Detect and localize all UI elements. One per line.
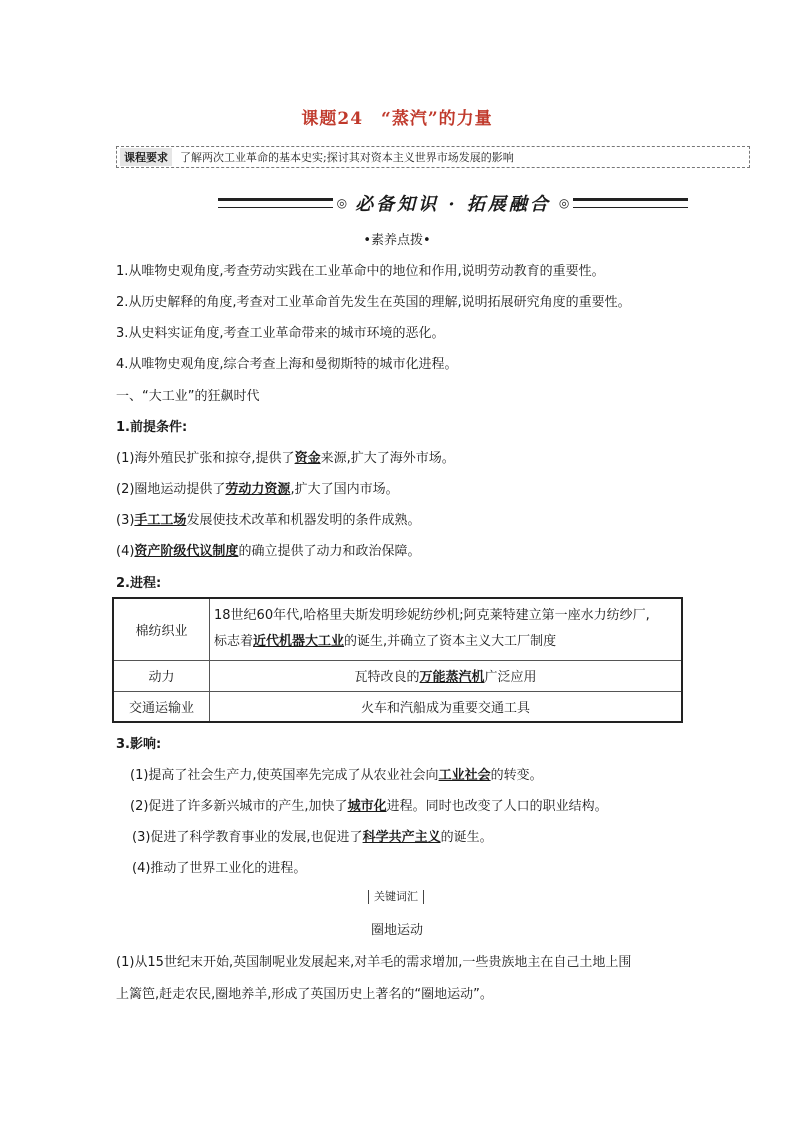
premise-item-text: ,扩大了国内市场。 xyxy=(290,482,399,497)
impact-item-text: (4)推动了世界工业化的进程。 xyxy=(132,861,307,876)
keyword-tag: 关键词汇 xyxy=(368,890,424,904)
section-banner xyxy=(218,188,688,218)
impact-item xyxy=(132,826,493,845)
premise-keyword: 劳动力资源 xyxy=(225,482,291,497)
premise-item xyxy=(116,447,455,466)
course-requirement-box xyxy=(116,146,750,168)
table-cell: 瓦特改良的万能蒸汽机广泛应用 xyxy=(210,660,683,691)
impact-item-text: (3)促进了科学教育事业的发展,也促进了 xyxy=(132,830,363,845)
impact-item xyxy=(130,795,608,814)
keyword-term: 圈地运动 xyxy=(370,923,423,938)
impact-item xyxy=(130,764,543,783)
premise-item-text: 的确立提供了动力和政治保障。 xyxy=(238,544,421,559)
process-heading: 2.进程: xyxy=(116,576,162,591)
premise-item-text: (3) xyxy=(116,513,135,528)
banner-ornament-icon: ◎ xyxy=(336,196,348,210)
literacy-point: 2.从历史解释的角度,考查对工业革命首先发生在英国的理解,说明拓展研究角度的重要性。 xyxy=(116,295,631,310)
premise-item-text: 来源,扩大了海外市场。 xyxy=(320,451,455,466)
impact-item-text: 进程。同时也改变了人口的职业结构。 xyxy=(386,799,608,814)
impact-item-text: (2)促进了许多新兴城市的产生,加快了 xyxy=(130,799,348,814)
literacy-point: 4.从唯物史观角度,综合考查上海和曼彻斯特的城市化进程。 xyxy=(116,357,458,372)
table-row-header: 交通运输业 xyxy=(113,691,210,722)
table-row xyxy=(113,660,682,691)
impact-item-text: (1)提高了社会生产力,使英国率先完成了从农业社会向 xyxy=(130,768,439,783)
table-cell xyxy=(210,598,683,660)
course-requirement-label: 课程要求 xyxy=(120,148,172,166)
literacy-heading: •素养点拨• xyxy=(363,233,431,248)
impact-keyword: 科学共产主义 xyxy=(362,830,441,845)
banner-ornament-icon: ◎ xyxy=(558,196,570,210)
premise-item-text: (1)海外殖民扩张和掠夺,提供了 xyxy=(116,451,295,466)
impact-heading: 3.影响: xyxy=(116,737,162,752)
table-row xyxy=(113,691,682,722)
keyword-paragraph-line: (1)从15世纪末开始,英国制呢业发展起来,对羊毛的需求增加,一些贵族地主在自己土地上围 xyxy=(116,955,632,970)
premise-keyword: 资金 xyxy=(294,451,321,466)
section-heading: 一、“大工业”的狂飙时代 xyxy=(116,389,260,404)
table-row-header: 动力 xyxy=(113,660,210,691)
keyword-paragraph-line: 上篱笆,赶走农民,圈地养羊,形成了英国历史上著名的“圈地运动”。 xyxy=(116,987,493,1002)
premise-item xyxy=(116,478,399,497)
literacy-point: 1.从唯物史观角度,考查劳动实践在工业革命中的地位和作用,说明劳动教育的重要性。 xyxy=(116,264,605,279)
premise-keyword: 手工工场 xyxy=(134,513,187,528)
course-requirement-text: 了解两次工业革命的基本史实;探讨其对资本主义世界市场发展的影响 xyxy=(180,151,514,164)
premise-item-text: (2)圈地运动提供了 xyxy=(116,482,226,497)
premise-keyword: 资产阶级代议制度 xyxy=(134,544,239,559)
impact-item-text: 的诞生。 xyxy=(440,830,493,845)
table-cell: 火车和汽船成为重要交通工具 xyxy=(210,691,683,722)
table-row xyxy=(113,598,682,660)
premise-item xyxy=(116,509,420,528)
banner-rule-left xyxy=(218,198,333,208)
impact-item xyxy=(132,857,306,876)
premise-item-text: (4) xyxy=(116,544,135,559)
impact-item-text: 的转变。 xyxy=(490,768,543,783)
process-keyword: 万能蒸汽机 xyxy=(419,670,485,685)
premise-item xyxy=(116,540,420,559)
table-cell-line: 18世纪60年代,哈格里夫斯发明珍妮纺纱机;阿克莱特建立第一座水力纺纱厂, xyxy=(214,608,650,624)
premise-item-text: 发展使技术改革和机器发明的条件成熟。 xyxy=(186,513,421,528)
literacy-point: 3.从史料实证角度,考查工业革命带来的城市环境的恶化。 xyxy=(116,326,445,341)
process-table xyxy=(112,597,683,723)
table-cell-line: 标志着近代机器大工业的诞生,并确立了资本主义大工厂制度 xyxy=(214,634,557,650)
process-keyword: 近代机器大工业 xyxy=(253,634,345,650)
banner-rule-right xyxy=(573,198,688,208)
table-row-header: 棉纺织业 xyxy=(113,598,210,660)
banner-title: 必备知识 · 拓展融合 xyxy=(355,194,551,215)
impact-keyword: 城市化 xyxy=(347,799,387,814)
impact-keyword: 工业社会 xyxy=(438,768,491,783)
page-title: 课题24 “蒸汽”的力量 xyxy=(301,109,493,129)
premise-heading: 1.前提条件: xyxy=(116,420,188,435)
